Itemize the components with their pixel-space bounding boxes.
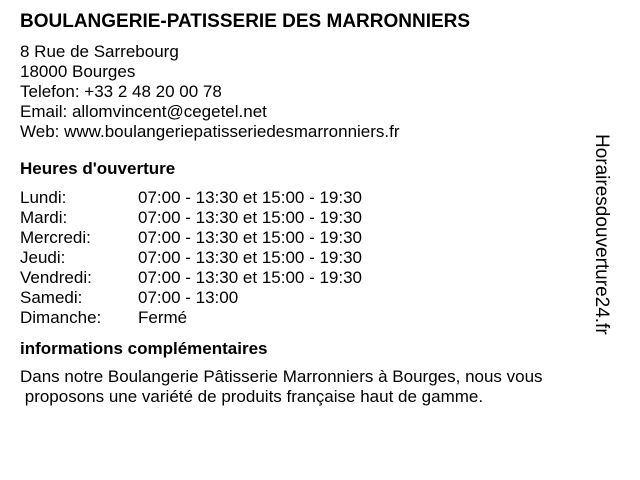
hours-day: Samedi: xyxy=(20,288,83,307)
address-block xyxy=(20,42,620,142)
hours-time: Fermé xyxy=(138,308,188,327)
email-address: Email: allomvincent@cegetel.net xyxy=(20,102,267,121)
hours-row-jeudi xyxy=(20,248,620,268)
hours-row-mardi xyxy=(20,208,620,228)
opening-hours-heading: Heures d'ouverture xyxy=(20,159,176,178)
hours-row-vendredi xyxy=(20,268,620,288)
hours-time: 07:00 - 13:30 et 15:00 - 19:30 xyxy=(138,268,363,287)
hours-day: Dimanche: xyxy=(20,308,102,327)
opening-hours-table xyxy=(20,188,620,328)
hours-time: 07:00 - 13:00 xyxy=(138,288,239,307)
hours-day: Lundi: xyxy=(20,188,67,207)
hours-row-lundi xyxy=(20,188,620,208)
website-address: Web: www.boulangeriepatisseriedesmarronniers.fr xyxy=(20,122,400,141)
hours-time: 07:00 - 13:30 et 15:00 - 19:30 xyxy=(138,248,363,267)
hours-day: Vendredi: xyxy=(20,268,92,287)
hours-day: Jeudi: xyxy=(20,248,66,267)
phone-number: Telefon: +33 2 48 20 00 78 xyxy=(20,82,222,101)
hours-time: 07:00 - 13:30 et 15:00 - 19:30 xyxy=(138,188,363,207)
street-address: 8 Rue de Sarrebourg xyxy=(20,42,179,61)
business-description: Dans notre Boulangerie Pâtisserie Marronniers à Bourges, nous vous proposons une variété de produits française haut de gamme. xyxy=(20,367,543,406)
hours-time: 07:00 - 13:30 et 15:00 - 19:30 xyxy=(138,228,363,247)
business-name: BOULANGERIE-PATISSERIE DES MARRONNIERS xyxy=(20,11,471,32)
hours-row-samedi xyxy=(20,288,620,308)
business-card xyxy=(20,10,620,407)
hours-day: Mardi: xyxy=(20,208,68,227)
site-watermark: Horairesdouverture24.fr xyxy=(591,134,612,335)
hours-time: 07:00 - 13:30 et 15:00 - 19:30 xyxy=(138,208,363,227)
hours-row-mercredi xyxy=(20,228,620,248)
additional-info-heading: informations complémentaires xyxy=(20,339,268,358)
hours-day: Mercredi: xyxy=(20,228,91,247)
hours-row-dimanche xyxy=(20,308,620,328)
city-postcode: 18000 Bourges xyxy=(20,62,136,81)
